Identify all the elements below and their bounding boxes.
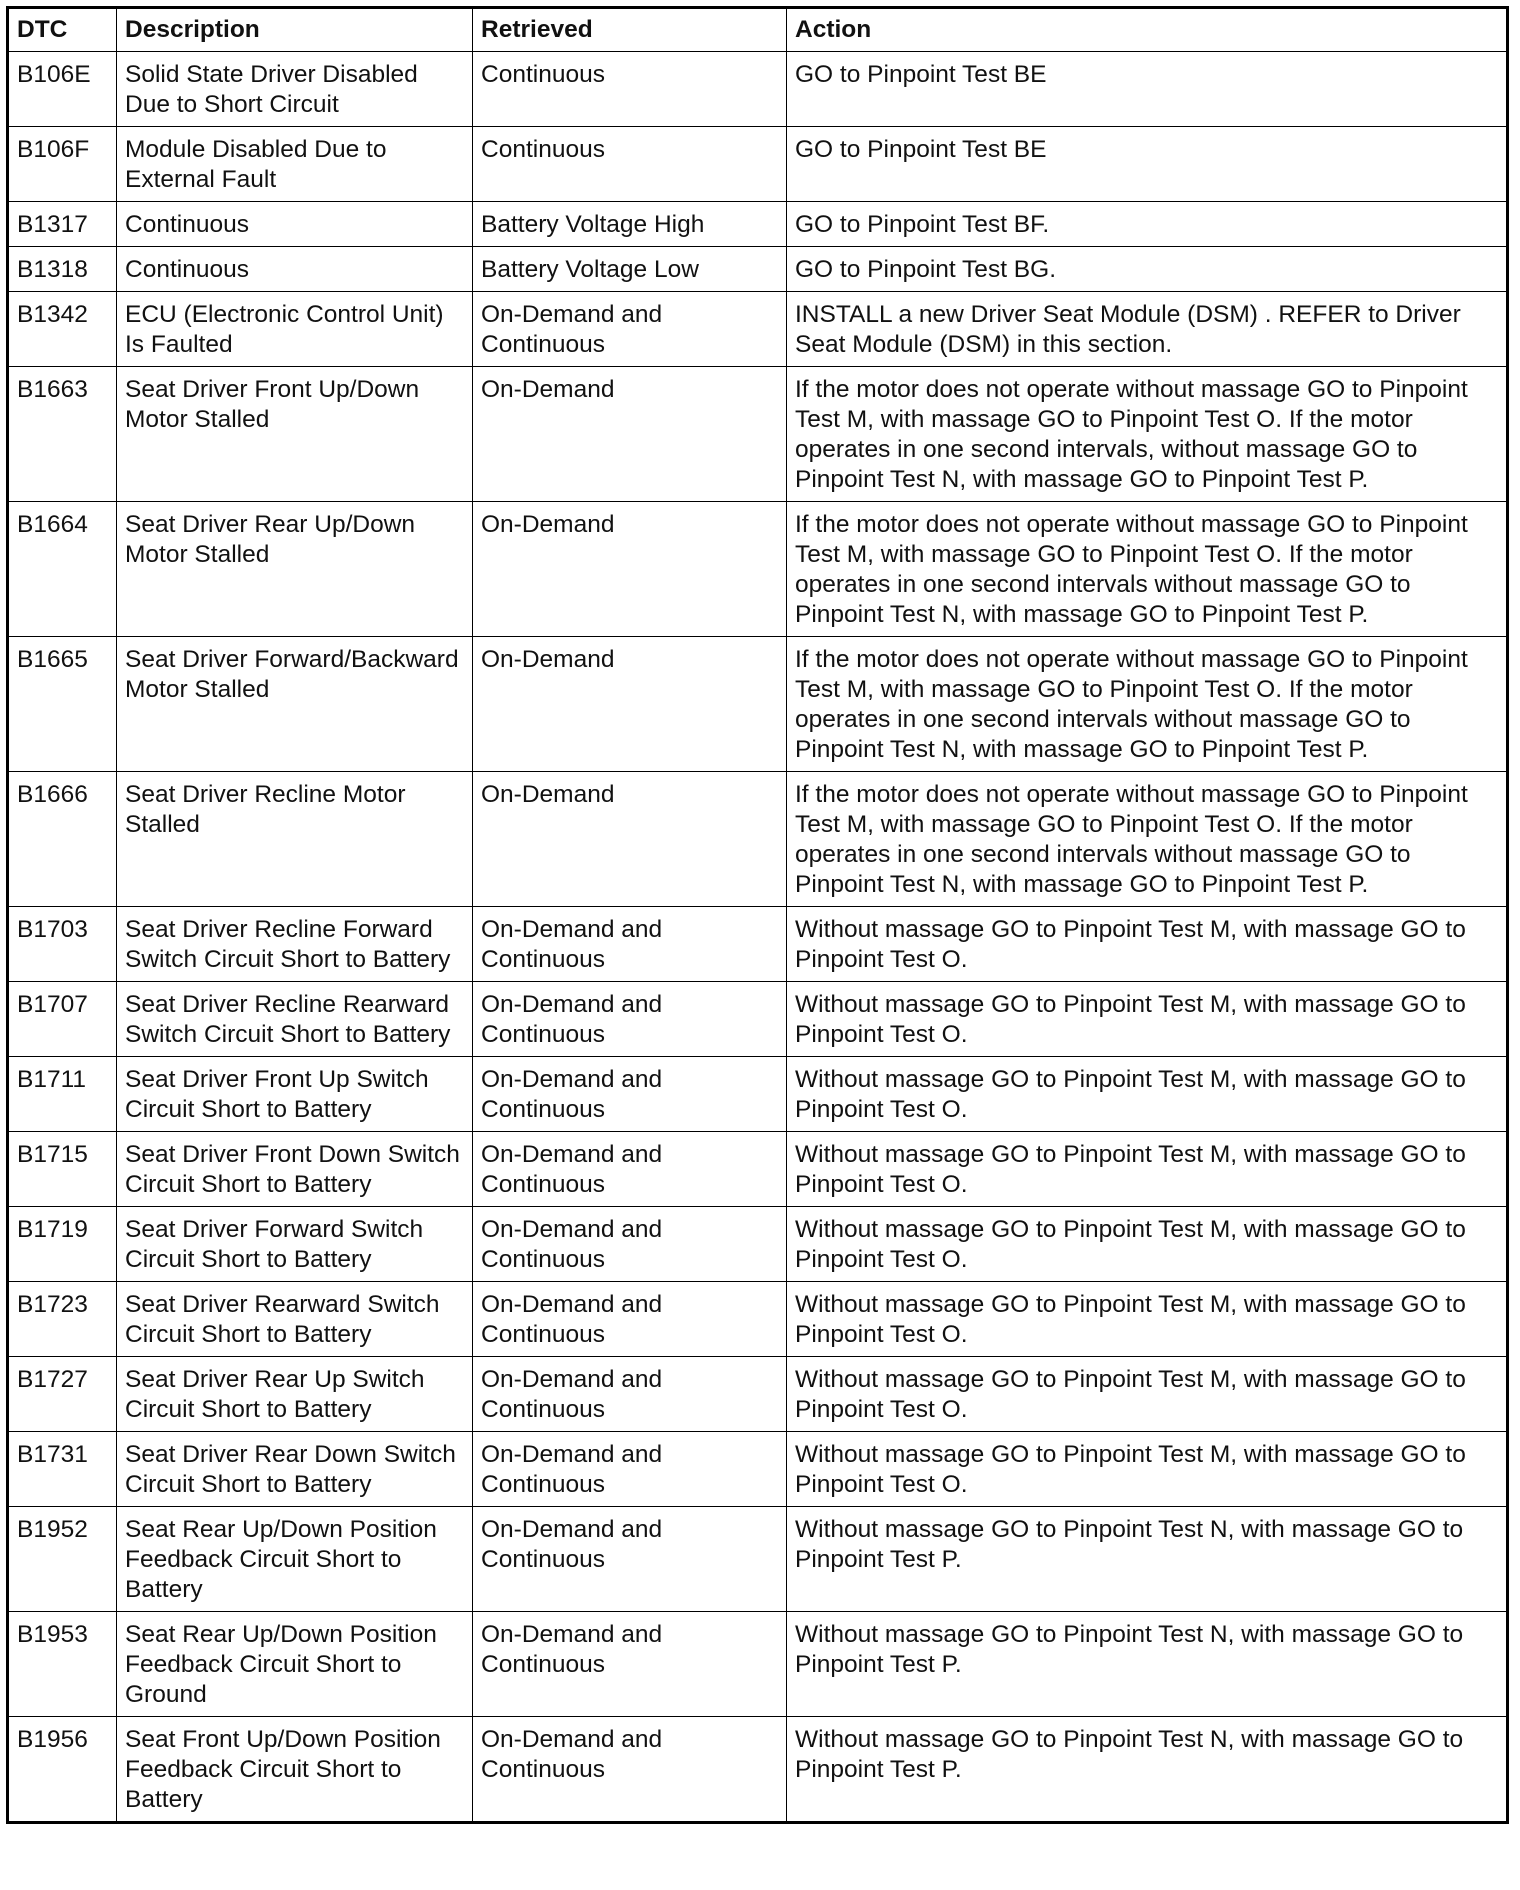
action-cell: Without massage GO to Pinpoint Test N, with massage GO to Pinpoint Test P.: [787, 1507, 1508, 1612]
retrieved-cell: Continuous: [473, 52, 787, 127]
retrieved-cell: On-Demand and Continuous: [473, 1612, 787, 1717]
dtc-cell: B1318: [8, 247, 117, 292]
retrieved-cell: On-Demand and Continuous: [473, 1132, 787, 1207]
action-cell: GO to Pinpoint Test BG.: [787, 247, 1508, 292]
table-row: [8, 1357, 1508, 1432]
dtc-cell: B1715: [8, 1132, 117, 1207]
table-row: [8, 502, 1508, 637]
retrieved-cell: On-Demand and Continuous: [473, 292, 787, 367]
description-cell: Seat Rear Up/Down Position Feedback Circuit Short to Ground: [117, 1612, 473, 1717]
action-cell: If the motor does not operate without massage GO to Pinpoint Test M, with massage GO to Pinpoint Test O. If the motor operates in one second intervals, without massage GO to Pinpoint Test N, with massage GO to Pinpoint Test P.: [787, 367, 1508, 502]
dtc-cell: B1711: [8, 1057, 117, 1132]
table-row: [8, 247, 1508, 292]
description-cell: Seat Front Up/Down Position Feedback Circuit Short to Battery: [117, 1717, 473, 1823]
action-cell: If the motor does not operate without massage GO to Pinpoint Test M, with massage GO to Pinpoint Test O. If the motor operates in one second intervals without massage GO to Pinpoint Test N, with massage GO to Pinpoint Test P.: [787, 637, 1508, 772]
description-cell: Seat Driver Recline Rearward Switch Circuit Short to Battery: [117, 982, 473, 1057]
action-cell: Without massage GO to Pinpoint Test M, with massage GO to Pinpoint Test O.: [787, 1282, 1508, 1357]
dtc-table: [6, 6, 1509, 1824]
retrieved-cell: On-Demand and Continuous: [473, 982, 787, 1057]
dtc-cell: B106F: [8, 127, 117, 202]
description-cell: Seat Driver Front Up/Down Motor Stalled: [117, 367, 473, 502]
description-cell: Seat Driver Rear Down Switch Circuit Short to Battery: [117, 1432, 473, 1507]
dtc-cell: B1731: [8, 1432, 117, 1507]
action-cell: Without massage GO to Pinpoint Test M, with massage GO to Pinpoint Test O.: [787, 1207, 1508, 1282]
action-cell: GO to Pinpoint Test BE: [787, 127, 1508, 202]
dtc-cell: B1723: [8, 1282, 117, 1357]
retrieved-cell: On-Demand and Continuous: [473, 1057, 787, 1132]
table-row: [8, 127, 1508, 202]
table-row: [8, 1717, 1508, 1823]
dtc-cell: B1727: [8, 1357, 117, 1432]
table-row: [8, 1207, 1508, 1282]
description-cell: Continuous: [117, 247, 473, 292]
dtc-cell: B1953: [8, 1612, 117, 1717]
action-cell: INSTALL a new Driver Seat Module (DSM) . REFER to Driver Seat Module (DSM) in this section.: [787, 292, 1508, 367]
dtc-cell: B1665: [8, 637, 117, 772]
action-cell: Without massage GO to Pinpoint Test M, with massage GO to Pinpoint Test O.: [787, 982, 1508, 1057]
table-row: [8, 1132, 1508, 1207]
table-row: [8, 907, 1508, 982]
retrieved-cell: On-Demand: [473, 502, 787, 637]
table-row: [8, 772, 1508, 907]
action-cell: Without massage GO to Pinpoint Test M, with massage GO to Pinpoint Test O.: [787, 1057, 1508, 1132]
description-cell: Module Disabled Due to External Fault: [117, 127, 473, 202]
action-cell: Without massage GO to Pinpoint Test M, with massage GO to Pinpoint Test O.: [787, 1132, 1508, 1207]
dtc-cell: B1956: [8, 1717, 117, 1823]
table-row: [8, 292, 1508, 367]
description-cell: Solid State Driver Disabled Due to Short Circuit: [117, 52, 473, 127]
header-action: Action: [787, 8, 1508, 52]
header-dtc: DTC: [8, 8, 117, 52]
dtc-cell: B1342: [8, 292, 117, 367]
table-row: [8, 1432, 1508, 1507]
action-cell: Without massage GO to Pinpoint Test M, with massage GO to Pinpoint Test O.: [787, 1432, 1508, 1507]
table-body: [8, 52, 1508, 1823]
dtc-cell: B1663: [8, 367, 117, 502]
dtc-cell: B1719: [8, 1207, 117, 1282]
table-row: [8, 52, 1508, 127]
retrieved-cell: On-Demand and Continuous: [473, 1207, 787, 1282]
retrieved-cell: Continuous: [473, 127, 787, 202]
retrieved-cell: On-Demand and Continuous: [473, 1282, 787, 1357]
description-cell: Seat Driver Front Up Switch Circuit Short to Battery: [117, 1057, 473, 1132]
dtc-cell: B1952: [8, 1507, 117, 1612]
description-cell: Seat Driver Rear Up Switch Circuit Short to Battery: [117, 1357, 473, 1432]
table-row: [8, 367, 1508, 502]
retrieved-cell: On-Demand and Continuous: [473, 907, 787, 982]
description-cell: Continuous: [117, 202, 473, 247]
action-cell: Without massage GO to Pinpoint Test N, with massage GO to Pinpoint Test P.: [787, 1717, 1508, 1823]
header-description: Description: [117, 8, 473, 52]
dtc-cell: B1666: [8, 772, 117, 907]
description-cell: Seat Driver Recline Motor Stalled: [117, 772, 473, 907]
table-header: [8, 8, 1508, 52]
retrieved-cell: On-Demand and Continuous: [473, 1507, 787, 1612]
action-cell: GO to Pinpoint Test BE: [787, 52, 1508, 127]
table-row: [8, 1057, 1508, 1132]
description-cell: Seat Driver Rear Up/Down Motor Stalled: [117, 502, 473, 637]
dtc-cell: B106E: [8, 52, 117, 127]
header-retrieved: Retrieved: [473, 8, 787, 52]
retrieved-cell: On-Demand: [473, 772, 787, 907]
action-cell: If the motor does not operate without massage GO to Pinpoint Test M, with massage GO to Pinpoint Test O. If the motor operates in one second intervals without massage GO to Pinpoint Test N, with massage GO to Pinpoint Test P.: [787, 502, 1508, 637]
retrieved-cell: Battery Voltage High: [473, 202, 787, 247]
dtc-cell: B1703: [8, 907, 117, 982]
retrieved-cell: On-Demand: [473, 637, 787, 772]
dtc-cell: B1664: [8, 502, 117, 637]
action-cell: Without massage GO to Pinpoint Test N, with massage GO to Pinpoint Test P.: [787, 1612, 1508, 1717]
retrieved-cell: On-Demand and Continuous: [473, 1357, 787, 1432]
dtc-table-container: [6, 6, 1506, 1824]
description-cell: Seat Driver Forward Switch Circuit Short to Battery: [117, 1207, 473, 1282]
description-cell: Seat Driver Forward/Backward Motor Stalled: [117, 637, 473, 772]
description-cell: Seat Driver Rearward Switch Circuit Short to Battery: [117, 1282, 473, 1357]
retrieved-cell: On-Demand and Continuous: [473, 1717, 787, 1823]
header-row: [8, 8, 1508, 52]
action-cell: Without massage GO to Pinpoint Test M, with massage GO to Pinpoint Test O.: [787, 907, 1508, 982]
description-cell: ECU (Electronic Control Unit) Is Faulted: [117, 292, 473, 367]
description-cell: Seat Driver Front Down Switch Circuit Short to Battery: [117, 1132, 473, 1207]
retrieved-cell: On-Demand and Continuous: [473, 1432, 787, 1507]
table-row: [8, 637, 1508, 772]
action-cell: If the motor does not operate without massage GO to Pinpoint Test M, with massage GO to Pinpoint Test O. If the motor operates in one second intervals without massage GO to Pinpoint Test N, with massage GO to Pinpoint Test P.: [787, 772, 1508, 907]
table-row: [8, 1612, 1508, 1717]
action-cell: GO to Pinpoint Test BF.: [787, 202, 1508, 247]
dtc-cell: B1317: [8, 202, 117, 247]
retrieved-cell: On-Demand: [473, 367, 787, 502]
description-cell: Seat Driver Recline Forward Switch Circuit Short to Battery: [117, 907, 473, 982]
retrieved-cell: Battery Voltage Low: [473, 247, 787, 292]
table-row: [8, 202, 1508, 247]
table-row: [8, 1282, 1508, 1357]
table-row: [8, 1507, 1508, 1612]
description-cell: Seat Rear Up/Down Position Feedback Circuit Short to Battery: [117, 1507, 473, 1612]
action-cell: Without massage GO to Pinpoint Test M, with massage GO to Pinpoint Test O.: [787, 1357, 1508, 1432]
table-row: [8, 982, 1508, 1057]
dtc-cell: B1707: [8, 982, 117, 1057]
